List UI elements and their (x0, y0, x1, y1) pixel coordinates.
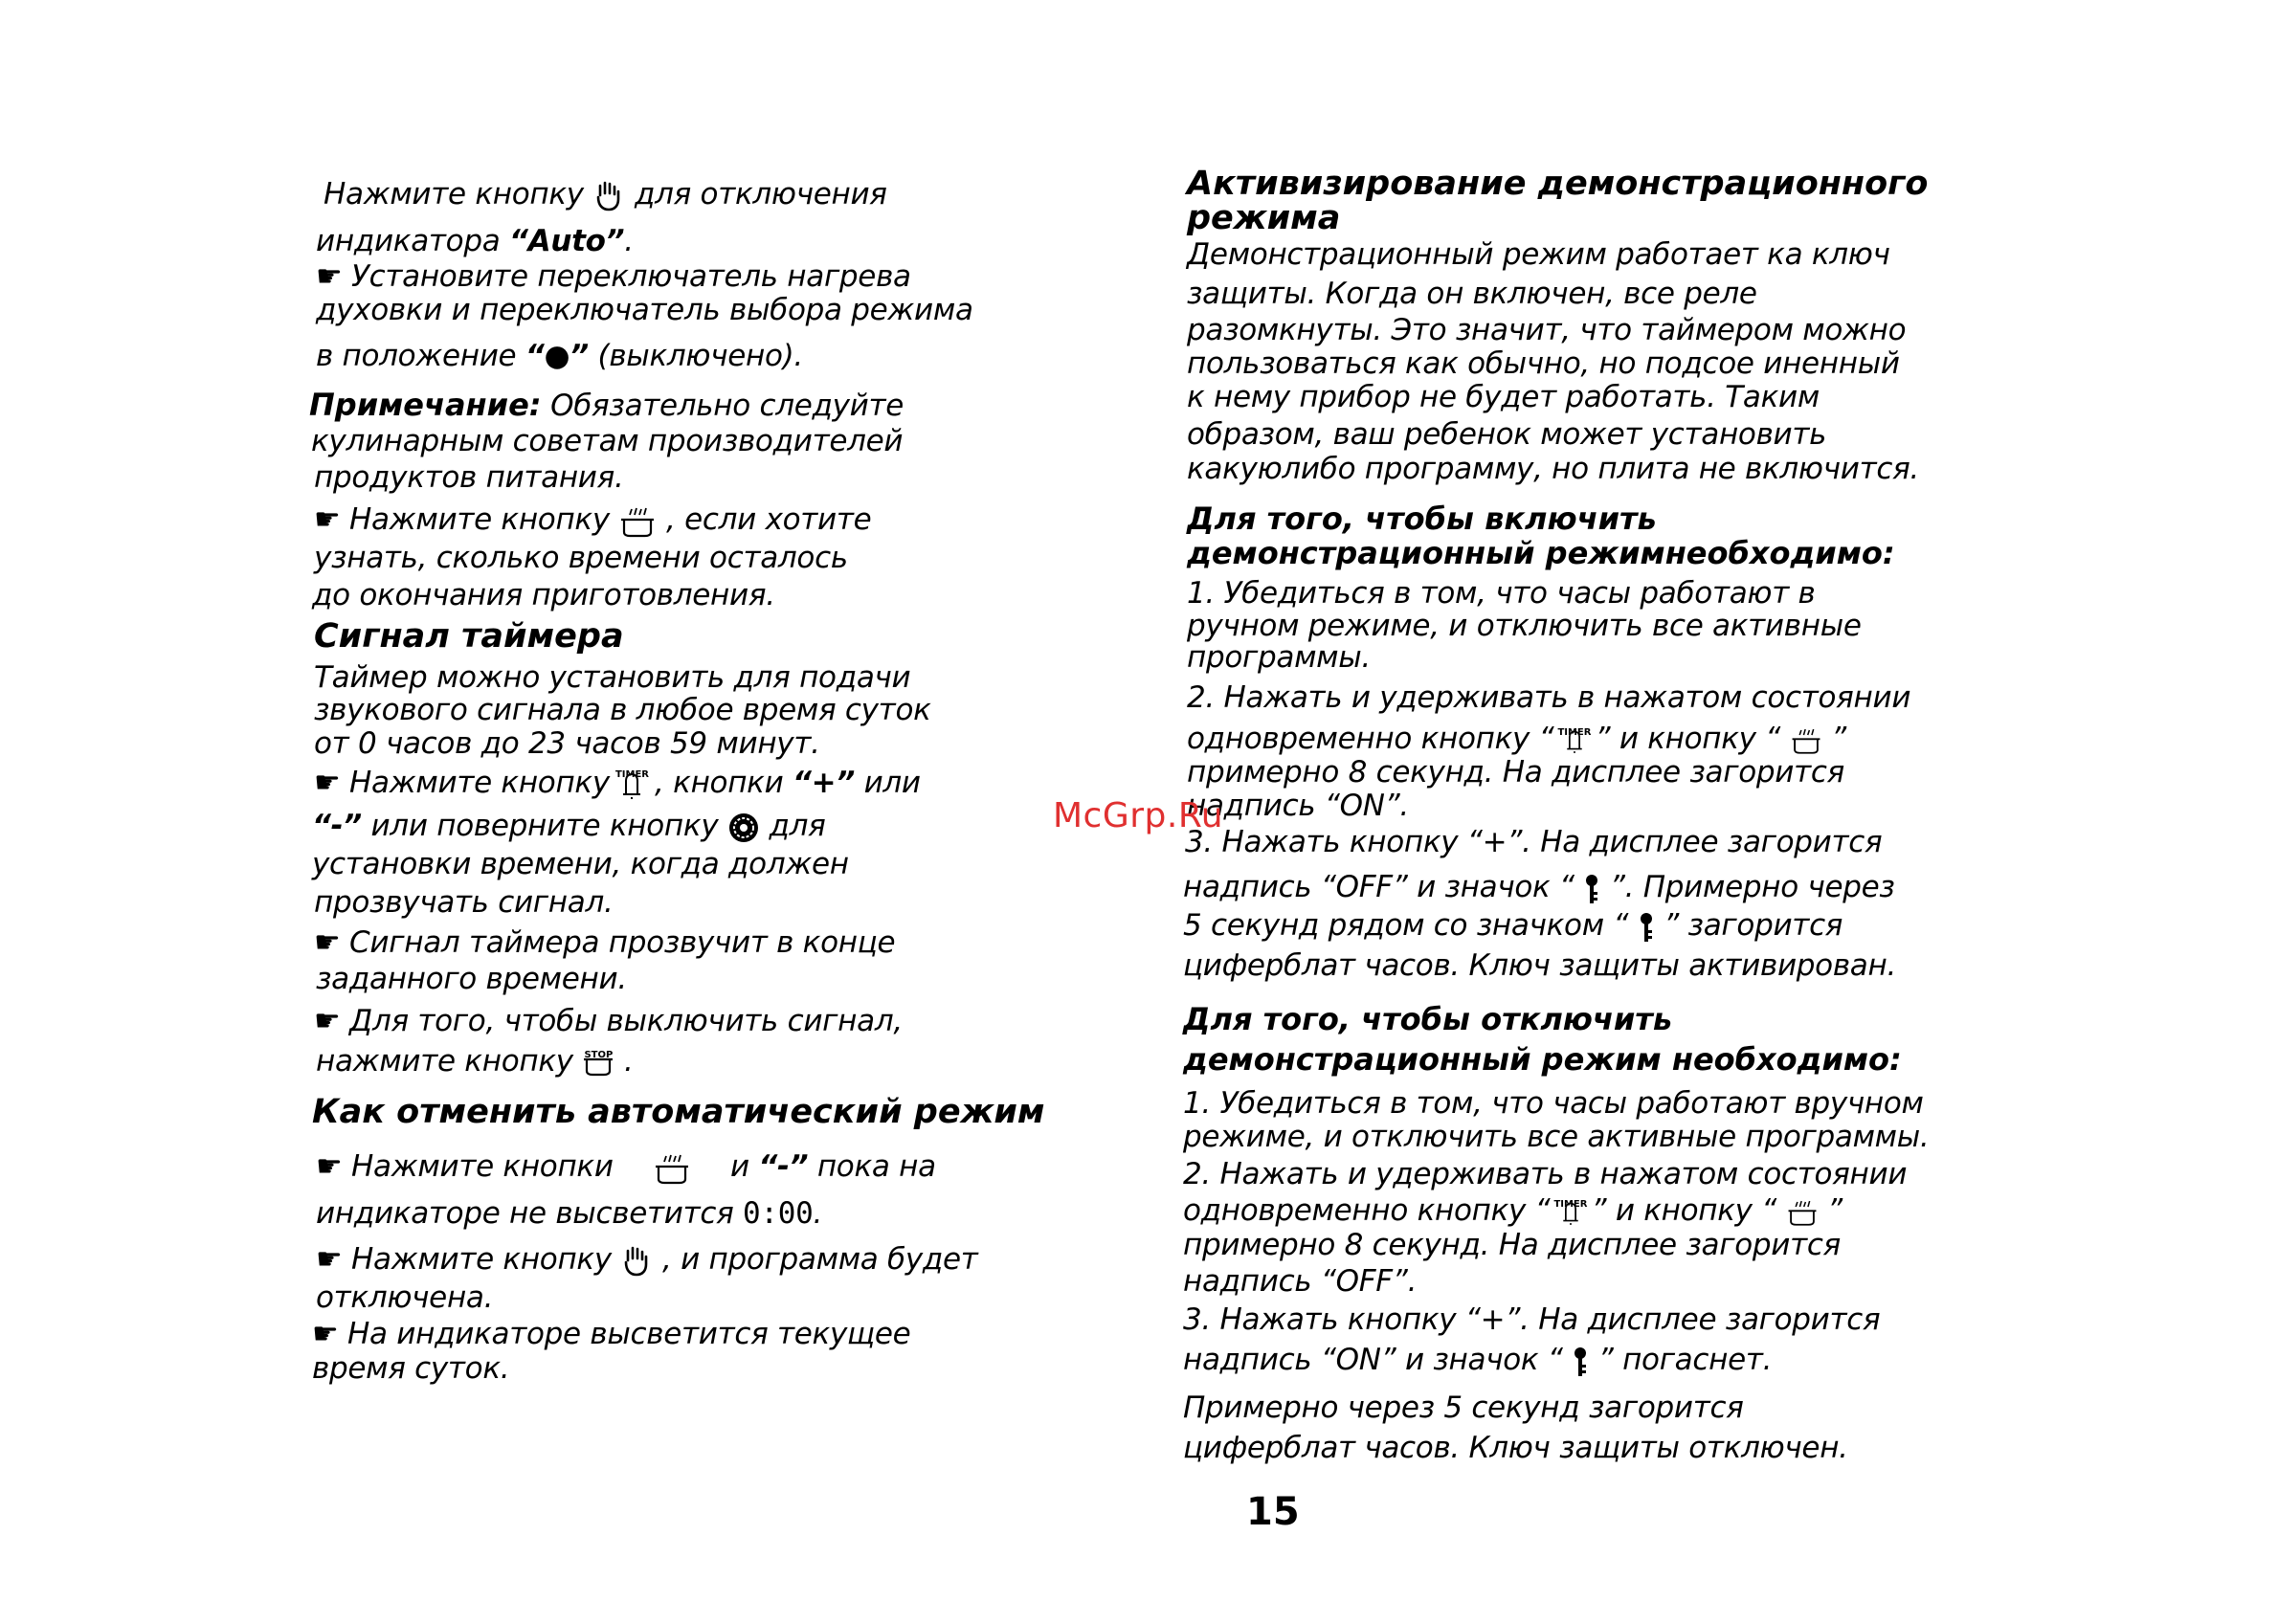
line: ☛ Нажмите кнопку , и программа будет (316, 1242, 978, 1277)
section-heading-enable: Для того, чтобы включить (1187, 501, 1657, 537)
page-number: 15 (1246, 1490, 1300, 1534)
line: защиты. Когда он включен, все реле (1187, 277, 1757, 311)
line: одновременно кнопку “ TIMER ” и кнопку “ ” (1187, 722, 1846, 756)
line: образом, ваш ребенок может установить (1187, 417, 1827, 452)
line: от 0 часов до 23 часов 59 минут. (314, 726, 820, 761)
line: к нему прибор не будет работать. Таким (1187, 380, 1820, 414)
line: ☛ Сигнал таймера прозвучит в конце (314, 925, 896, 960)
line: 2. Нажать и удерживать в нажатом состоянии (1187, 680, 1911, 715)
timer-bell-icon: TIMER (618, 769, 645, 800)
pot-icon (653, 1152, 691, 1185)
line: 5 секунд рядом со значком “ ” загорится (1183, 908, 1843, 943)
line: 1. Убедиться в том, что часы работают вручном (1183, 1086, 1924, 1121)
line: одновременно кнопку “ TIMER ” и кнопку “ ” (1183, 1193, 1842, 1228)
section-heading-demo: Активизирование демонстрационного (1187, 165, 1929, 203)
line: Нажмите кнопку для отключения (324, 177, 887, 211)
line: ☛ Для того, чтобы выключить сигнал, (314, 1004, 903, 1038)
line: 3. Нажать кнопку “+”. На дисплее загорится (1183, 1302, 1881, 1337)
line: индикатора “Auto”. (316, 224, 634, 258)
section-heading-enable-cont: демонстрационный режимнеобходимо: (1187, 535, 1895, 571)
line: индикаторе не высветится 0:00. (316, 1196, 823, 1231)
line: ☛ Установите переключатель нагрева (316, 259, 911, 294)
line: 2. Нажать и удерживать в нажатом состоянии (1183, 1157, 1908, 1191)
key-icon (1572, 1346, 1589, 1378)
line: 3. Нажать кнопку “+”. На дисплее загорится (1185, 825, 1883, 859)
line: ☛ Нажмите кнопки и “-” пока на (316, 1149, 936, 1184)
timer-bell-icon: TIMER (1559, 1199, 1582, 1226)
watermark: McGrp.Ru (1053, 796, 1224, 835)
line: заданного времени. (316, 962, 627, 996)
line: отключена. (316, 1280, 494, 1315)
line: ☛ Нажмите кнопку , если хотите (314, 502, 872, 537)
line: 1. Убедиться в том, что часы работают в (1187, 576, 1816, 611)
line: надпись “ON” и значок “ ” погаснет. (1183, 1343, 1773, 1377)
section-heading-disable-cont: демонстрационный режим необходимо: (1183, 1041, 1902, 1078)
knob-icon (727, 812, 760, 844)
line: Таймер можно установить для подачи (314, 660, 911, 695)
key-icon (1638, 911, 1655, 944)
line: кулинарным советам производителей (311, 424, 904, 458)
timer-bell-icon: TIMER (1563, 727, 1586, 754)
line: надпись “OFF” и значок “ ”. Примерно через (1183, 870, 1895, 904)
line: надпись “OFF”. (1183, 1264, 1418, 1299)
pot-icon (1786, 1198, 1819, 1227)
line: духовки и переключатель выбора режима (316, 293, 973, 327)
line: режиме, и отключить все активные программы. (1183, 1120, 1930, 1154)
line: узнать, сколько времени осталось (314, 541, 848, 575)
section-heading-cancel: Как отменить автоматический режим (312, 1093, 1045, 1131)
hand-icon (620, 1245, 653, 1278)
line: надпись “ON”. (1187, 789, 1409, 823)
line: примерно 8 секунд. На дисплее загорится (1183, 1228, 1841, 1262)
hand-icon (592, 180, 625, 212)
line: Примерно через 5 секунд загорится (1183, 1390, 1744, 1425)
line: установки времени, когда должен (312, 847, 849, 881)
line: ☛ На индикаторе высветится текущее (312, 1317, 911, 1351)
note-line: Примечание: Обязательно следуйте (309, 387, 904, 423)
stop-pot-icon: STOP (582, 1050, 614, 1077)
line: циферблат часов. Ключ защиты активирован. (1183, 948, 1897, 983)
pot-icon (618, 505, 657, 538)
key-icon (1583, 873, 1600, 905)
line: прозвучать сигнал. (314, 885, 614, 920)
line: до окончания приготовления. (312, 578, 775, 612)
line: разомкнуты. Это значит, что таймером можно (1187, 313, 1907, 347)
line: звукового сигнала в любое время суток (314, 693, 931, 727)
line: “-” или поверните кнопку для (312, 809, 826, 843)
line: продуктов питания. (314, 460, 624, 495)
line: нажмите кнопку STOP . (316, 1044, 634, 1079)
line: ☛ Нажмите кнопку TIMER , кнопки “+” или (314, 766, 921, 800)
pot-icon (1790, 726, 1822, 755)
section-heading-demo-cont: режима (1187, 199, 1341, 237)
line: циферблат часов. Ключ защиты отключен. (1183, 1431, 1848, 1465)
section-heading-disable: Для того, чтобы отключить (1183, 1001, 1673, 1037)
line: Демонстрационный режим работает ка ключ (1187, 237, 1890, 272)
line: примерно 8 секунд. На дисплее загорится (1187, 755, 1844, 790)
section-heading-timer: Сигнал таймера (314, 617, 624, 656)
line: программы. (1187, 640, 1371, 675)
line: какуюлибо программу, но плита не включится. (1187, 452, 1919, 486)
line: время суток. (312, 1351, 510, 1386)
line: в положение “●” (выключено). (316, 339, 803, 373)
line: ручном режиме, и отключить все активные (1187, 609, 1862, 643)
line: пользоваться как обычно, но подсое иненный (1187, 346, 1900, 381)
